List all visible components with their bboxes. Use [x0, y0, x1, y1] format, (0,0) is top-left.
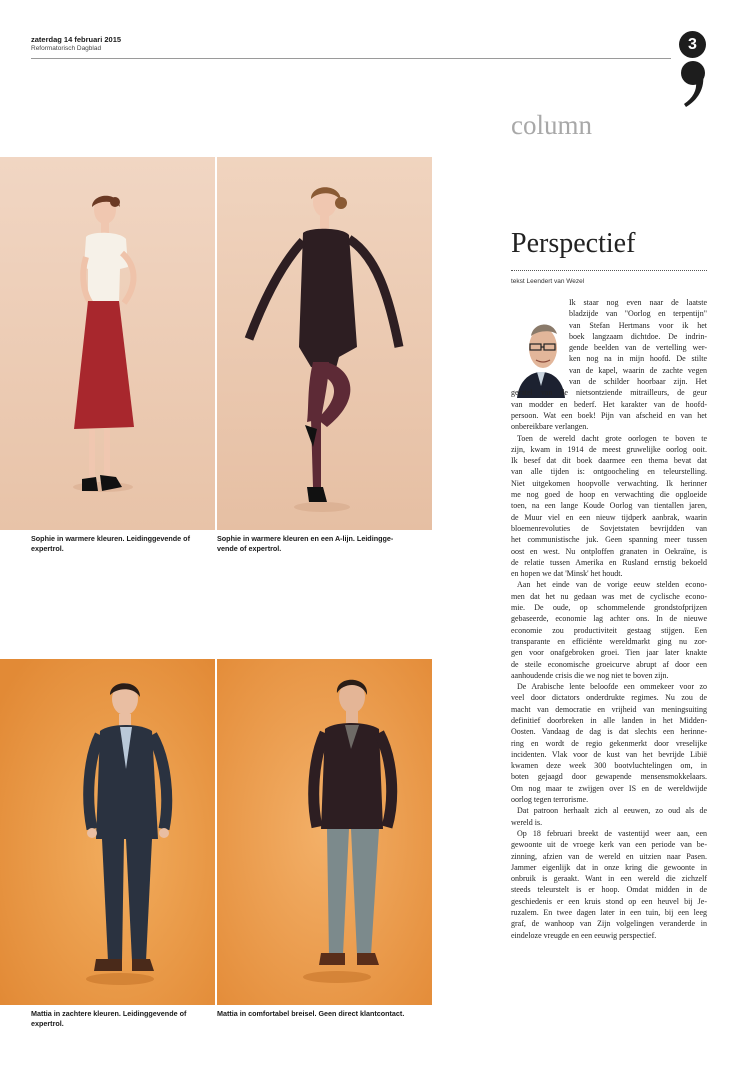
- article-line: mie. De oude, op schommelende grondstofprijzen: [511, 603, 707, 613]
- article-line: onbereikbare verlangen.: [511, 422, 589, 432]
- photo-mattia-cardigan: [217, 659, 432, 1005]
- article-line: van modder en bederf. Het karakter van de hoofd-: [511, 399, 707, 409]
- article-line: van Stefan Hertmans voor ik het: [569, 320, 707, 330]
- article-line: zijn, kwam in 1914 de meest gruwelijke oorlog ooit.: [511, 444, 707, 454]
- article-line: Ik staar nog even naar de laatste: [569, 298, 707, 307]
- photo-mattia-suit: [0, 659, 215, 1005]
- article-line: eindeloze vreugde en een eeuwig perspectief.: [511, 930, 657, 940]
- article-line: oost en west. Nu ontploffen granaten in Oekraïne, is: [511, 546, 707, 556]
- article-line: het communistische juk. Geen spanning meer tussen: [511, 535, 707, 545]
- article-line: ruzalem. En twee dagen later in een tuin, bij een leeg: [511, 908, 707, 918]
- comma-logo-icon: [678, 60, 708, 108]
- article-line: bladzijde van "Oorlog en terpentijn": [569, 309, 707, 319]
- article-line: definitief doorbreken in alle landen in het Midden-: [511, 715, 707, 725]
- caption-photo-1: Sophie in warmere kleuren. Leidinggevende of expertrol.: [31, 534, 190, 553]
- page-number-badge: 3: [679, 31, 706, 58]
- photo-sophie-red-skirt: [0, 157, 215, 530]
- article-line: zinning, afzien van de wereld en uitzien naar Pasen.: [511, 851, 707, 861]
- article-line: persoon. Wat een boek! Pijn van afscheid en van het: [511, 410, 707, 420]
- article-line: de relatie tussen Amerika en Rusland ernstig bekoeld: [511, 557, 707, 567]
- article-line: kwamen deze week 300 bootvluchtelingen om, in: [511, 761, 707, 771]
- article-line: veel door dictators onderdrukte regimes. Nu zou de: [511, 693, 707, 703]
- article-line: gewoonte uit de vroege kerk van een periode van be-: [511, 840, 707, 850]
- article-line: gende beelden van de vertelling wer-: [569, 343, 707, 353]
- article-line: van de schilder hoorbaar zijn. Het: [569, 377, 707, 387]
- article-line: bloemenrevoluties de Sovjetstaten bevrijdden van: [511, 523, 707, 533]
- article-line: geschiedenis er een kruis stond op een heuvel bij Je-: [511, 896, 707, 906]
- article-line: en hopen we dat 'Minsk' het houdt.: [511, 569, 623, 579]
- article-line: aanhoudende crisis die we nog niet te boven zijn.: [511, 670, 669, 680]
- article-line: de steile economische groeicurve abrupt af door een: [511, 659, 707, 669]
- article-line: geratel van de nietsontziende mitrailleurs, de geur: [511, 388, 707, 398]
- article-line: toen, na een lange Koude Oorlog van tientallen jaren,: [511, 501, 707, 511]
- newspaper-name: Reformatorisch Dagblad: [31, 45, 102, 52]
- article-line: van alle tijden is: ontgoocheling en teleurstelling.: [511, 467, 707, 477]
- header-divider: [31, 58, 671, 59]
- article-line: ring en wordt de regio gekenmerkt door vreselijke: [511, 738, 707, 748]
- article-line: me nog goed de hoop en verwachting die opgloeide: [511, 490, 707, 500]
- article-byline: tekst Leendert van Wezel: [511, 278, 585, 285]
- article-line: boek langzaam dichtdoe. De indrin-: [569, 331, 707, 341]
- page-date: zaterdag 14 februari 2015: [31, 35, 122, 44]
- title-dotted-divider: [511, 270, 707, 271]
- article-line: transparante en efficiënte wereldmarkt ging nu zor-: [511, 636, 707, 646]
- article-line: Niet uitgekomen hoopvolle verwachting. Ik herinner: [511, 478, 707, 488]
- article-line: steeds teleurstelt is er hoop. Omdat midden in de: [511, 885, 707, 895]
- article-line: van de kapel, waarin de zachte vegen: [569, 365, 707, 375]
- article-line: Om nog maar te zwijgen over IS en de wereldwijde: [511, 783, 707, 793]
- article-line: macht van democratie en vrijheid van meningsuiting: [511, 704, 707, 714]
- photo-sophie-dark-cardigan: [217, 157, 432, 530]
- article-line: Op 18 februari breekt de vastentijd weer aan, een: [517, 828, 707, 838]
- article-line: graf, de wanhoop van Zijn volgelingen veranderde in: [511, 919, 707, 929]
- article-line: wereld is.: [511, 817, 543, 827]
- article-line: onbruik is geraakt. Want in een wereld die zichzelf: [511, 874, 707, 884]
- article-line: economie zou productiviteit gestaag stijgen. Een: [511, 625, 707, 635]
- article-line: men dat het nu gedaan was met de cyclische econo-: [511, 591, 707, 601]
- article-body: [511, 297, 707, 941]
- article-line: gen voor onafgebroken groei. Tien jaar later knakte: [511, 648, 707, 658]
- article-line: Jammer eigenlijk dat in onze kring die gewoonte in: [511, 862, 707, 872]
- article-line: De Arabische lente beloofde een ommekeer voor zo: [517, 682, 707, 692]
- article-line: gebaseerde, economie lag achter ons. In de nieuwe: [511, 614, 707, 624]
- section-label: column: [511, 110, 592, 140]
- article-line: incidenten. Vlak voor de kust van het bevrijde Libië: [511, 749, 707, 759]
- caption-photo-4: Mattia in comfortabel breisel. Geen direct klantcontact.: [217, 1009, 405, 1018]
- caption-photo-3: Mattia in zachtere kleuren. Leidinggevende of expertrol.: [31, 1009, 187, 1028]
- article-line: ken nog na in mijn hoofd. De stilte: [569, 354, 707, 364]
- article-line: boten gejaagd door gewapende mensensmokkelaars.: [511, 772, 707, 782]
- article-line: Oosten. Vandaag de dag is dat slechts een herinne-: [511, 727, 707, 737]
- article-line: Aan het einde van de vorige eeuw stelden econo-: [517, 580, 707, 590]
- caption-photo-2: Sophie in warmere kleuren en een A-lijn. Leidingge-vende of expertrol.: [217, 534, 394, 553]
- article-line: Ik besef dat dit boek daarmee een thema bevat dat: [511, 456, 707, 466]
- article-line: Dat patroon herhaalt zich al eeuwen, zo oud als de: [517, 806, 707, 816]
- article-title: Perspectief: [511, 228, 636, 259]
- article-line: oorlog tegen terrorisme.: [511, 795, 589, 805]
- article-line: Toen de wereld dacht grote oorlogen te boven te: [517, 433, 707, 443]
- article-line: de Muur viel en een nieuw tijdperk aanbrak, waarin: [511, 512, 707, 522]
